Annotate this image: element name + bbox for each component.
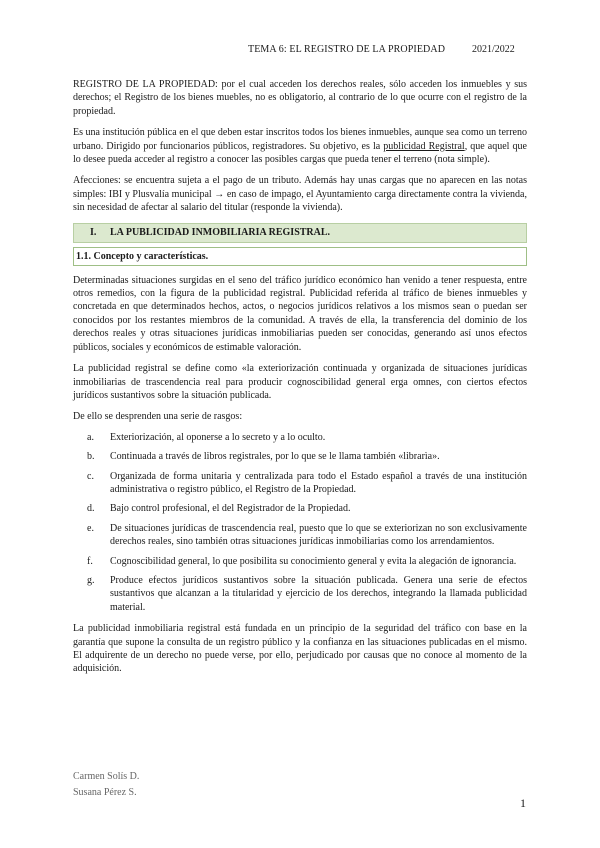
author-1: Carmen Solís D.	[73, 771, 140, 782]
page-number: 1	[520, 796, 526, 810]
section-number: I.	[90, 226, 97, 238]
header-title: TEMA 6: EL REGISTRO DE LA PROPIEDAD	[248, 44, 446, 55]
body-paragraph-2: La publicidad registral se define como «la exteriorización continuada y organizada de situaciones jurídicas inmobiliarias de trascendencia real para producir cognoscibilidad general erga omnes, con ciertos efectos jurídicos sustantivos sobre la situación publicada.	[73, 363, 527, 401]
list-item	[89, 431, 527, 444]
list-item-text: Exteriorización, al oponerse a lo secreto y a lo oculto.	[110, 431, 326, 443]
list-item-text: Produce efectos jurídicos sustantivos sobre la situación publicada. Genera una serie de efectos sustantivos que alcanzan a la titularidad y ejercicio de los derechos, integrando la llamada publicidad material.	[110, 574, 527, 613]
list-item	[89, 574, 527, 614]
document-body	[73, 78, 527, 684]
list-item-text: Bajo control profesional, el del Registrador de la Propiedad.	[110, 503, 351, 515]
subsection-heading-1-1: 1.1. Concepto y características.	[73, 247, 527, 266]
header-year: 2021/2022	[472, 44, 515, 55]
list-marker: b.	[87, 451, 95, 463]
list-marker: c.	[87, 470, 94, 482]
publicidad-registral-underlined: publicidad Registral	[383, 140, 465, 152]
list-marker: g.	[87, 574, 95, 586]
section-title: LA PUBLICIDAD INMOBILIARIA REGISTRAL.	[110, 226, 331, 238]
intro-paragraph-1: REGISTRO DE LA PROPIEDAD: por el cual acceden los derechos reales, sólo acceden los inmuebles y sus derechos; el Registro de los bienes muebles, no es obligatorio, al contrario de lo que ocurre con el registro de la propiedad.	[73, 79, 527, 117]
list-item-text: Cognoscibilidad general, lo que posibilita su conocimiento general y evita la alegación de ignorancia.	[110, 555, 517, 567]
section-heading-1	[73, 223, 527, 243]
body-paragraph-1: Determinadas situaciones surgidas en el seno del tráfico jurídico económico han venido a tener respuesta, entre otros remedios, con la figura de la publicidad registral. Publicidad referida al tráfico de bienes inmuebles y concretada en que determinados hechos, actos, o negocios jurídicos relativos a los mismos sean o puedan ser conocidos por los restantes miembros de la comunidad. A través de ella, la transferencia del dominio de los derechos reales y otras situaciones jurídicas inmobiliarias pueden ser conocidas, generando así unos efectos públicos, sociales y económicos de estimable valoración.	[73, 274, 527, 353]
list-marker: d.	[87, 503, 95, 515]
list-marker: a.	[87, 431, 94, 443]
body-paragraph-4: La publicidad inmobiliaria registral está fundada en un principio de la seguridad del tráfico con base en la garantía que supone la consulta de un registro público y la confianza en las situaciones publicadas en el mismo. El adquirente de un derecho no puede verse, por ello, perjudicado por causas que no conoce al momento de la adquisición.	[73, 623, 527, 675]
intro-paragraph-2-start: Es una institución pública en el que deben estar inscritos todos los bienes inmuebles, aunque sea como un terreno urbano. Dirigido por funcionarios públicos, registradores. Su objetivo, es la	[73, 127, 527, 152]
list-item	[89, 555, 527, 568]
list-item	[89, 470, 527, 497]
intro-paragraph-2	[73, 126, 527, 166]
list-marker: e.	[87, 522, 94, 534]
body-paragraph-3: De ello se desprenden una serie de rasgos:	[73, 411, 243, 423]
list-item	[89, 522, 527, 549]
author-2: Susana Pérez S.	[73, 786, 137, 798]
list-item	[89, 502, 527, 515]
list-item	[89, 450, 527, 463]
list-item-text: Continuada a través de libros registrales, por lo que se le llama también «librarìa».	[110, 451, 440, 463]
intro-paragraph-3: Afecciones: se encuentra sujeta a el pago de un tributo. Además hay unas cargas que no aparecen en las notas simples: IBI y Plusvalía municipal → en caso de impago, el Ayuntamiento carga directamente contra la vivienda, sin necesidad de afectar al salario del titular (responde la vivienda).	[73, 175, 527, 214]
intro-paragraph-2-end: , que aquel que lo desee pueda acceder al registro a conocer las posibles cargas que pueda tener el terreno (nota simple).	[73, 140, 527, 166]
list-item-text: Organizada de forma unitaria y centralizada para todo el Estado español a través de una institución administrativa o registro público, el Registro de la Propiedad.	[110, 470, 527, 495]
list-item-text: De situaciones jurídicas de trascendencia real, puesto que lo que se exteriorizan no son exclusivamente derechos reales, sino también otras situaciones jurídicas inmobiliarias como los arrendamientos.	[110, 522, 527, 548]
features-list	[89, 431, 527, 614]
list-marker: f.	[87, 555, 93, 567]
authors-footer	[73, 769, 139, 800]
